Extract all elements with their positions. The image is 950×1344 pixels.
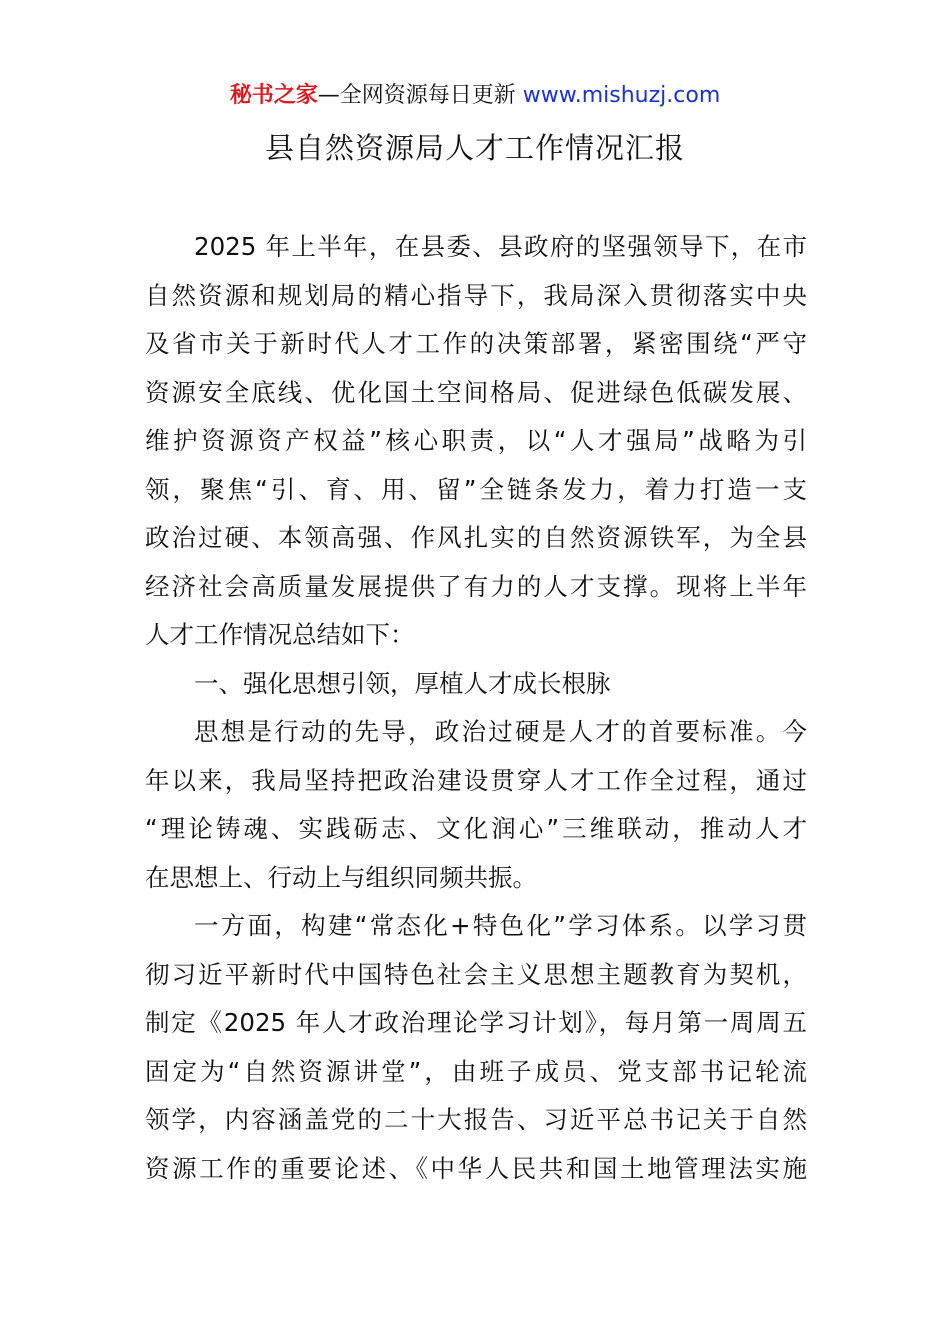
body-line: 领学，内容涵盖党的二十大报告、习近平总书记关于自然 [145,1105,807,1134]
site-header [0,80,950,112]
body-line: 资源工作的重要论述、《中华人民共和国土地管理法实施 [145,1153,807,1183]
body-line: “理论铸魂、实践砺志、文化润心”三维联动，推动人才 [145,814,807,843]
body-line: 自然资源和规划局的精心指导下，我局深入贯彻落实中央 [145,280,807,310]
document-title: 县自然资源局人才工作情况汇报 [264,131,685,165]
body-line: 2025 年上半年，在县委、县政府的坚强领导下，在市 [194,232,807,261]
body-line: 一方面，构建“常态化+特色化”学习体系。以学习贯 [194,911,807,940]
site-url[interactable]: www.mishuzj.com [515,83,721,108]
body-line: 思想是行动的先导，政治过硬是人才的首要标准。今 [194,717,807,746]
body-line: 及省市关于新时代人才工作的决策部署，紧密围绕“严守 [145,329,807,358]
brand-name: 秘书之家 [229,83,318,108]
body-line: 经济社会高质量发展提供了有力的人才支撑。现将上半年 [145,571,807,601]
body-line: 政治过硬、本领高强、作风扎实的自然资源铁军，为全县 [145,523,807,552]
body-line: 维护资源资产权益”核心职责，以“人才强局”战略为引 [145,426,807,455]
site-tagline: —全网资源每日更新 [317,83,516,108]
body-line: 制定《2025 年人才政治理论学习计划》，每月第一周周五 [145,1008,807,1037]
body-line: 固定为“自然资源讲堂”，由班子成员、党支部书记轮流 [145,1056,807,1086]
body-line: 资源安全底线、优化国土空间格局、促进绿色低碳发展、 [145,377,807,407]
body-line: 在思想上、行动上与组织同频共振。 [145,862,537,892]
section-heading: 一、强化思想引领，厚植人才成长根脉 [194,668,611,698]
body-line: 人才工作情况总结如下： [145,620,415,649]
document-body [145,223,807,1193]
body-line: 年以来，我局坚持把政治建设贯穿人才工作全过程，通过 [145,765,807,795]
body-line: 领，聚焦“引、育、用、留”全链条发力，着力打造一支 [145,474,807,504]
body-line: 彻习近平新时代中国特色社会主义思想主题教育为契机， [145,959,807,989]
